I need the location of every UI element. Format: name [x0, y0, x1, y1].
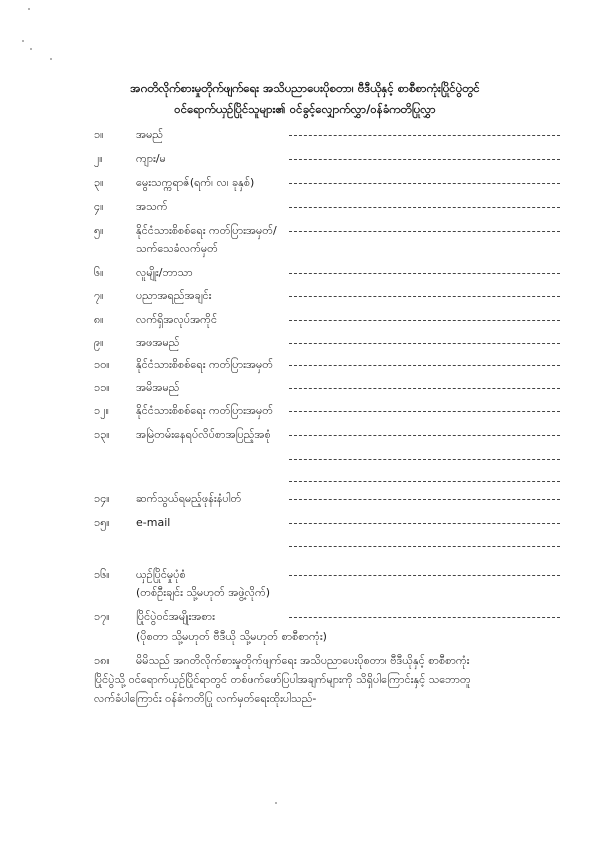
field-number: ၁၄။	[94, 492, 110, 505]
entry-line[interactable]	[289, 365, 560, 366]
entry-line[interactable]	[289, 617, 560, 618]
field-number: ၆။	[94, 266, 104, 279]
entry-line[interactable]	[289, 135, 560, 136]
field-father-name	[94, 334, 560, 354]
field-label: နိုင်ငံသားစိစစ်ရေး ကတ်ပြားအမှတ်	[136, 404, 273, 417]
declaration-line-2: ပြိုင်ပွဲသို့ ဝင်ရောက်ယှဉ်ပြိုင်ရာတွင် တစ်ဖက်ဖော်ပြပါအချက်များကို သိရှိပါကြောင်းနှင့် သဘောတူ	[94, 673, 471, 686]
field-entry-category	[94, 608, 560, 628]
field-label: ယှဉ်ပြိုင်မှုပုံစံ	[136, 568, 186, 581]
field-mother-nrc	[94, 402, 560, 422]
field-phone	[94, 490, 560, 510]
declaration-line-1: မိမိသည် အဂတိလိုက်စားမှုတိုက်ဖျက်ရေး အသိပညာပေးပိုစတာ၊ ဗီဒီယိုနှင့် စာစီစာကုံး	[136, 654, 470, 667]
scan-speck	[275, 802, 277, 804]
declaration-line-3: လက်ခံပါကြောင်း ဝန်ခံကတိပြု လက်မှတ်ရေးထိုးပါသည်-	[94, 692, 317, 705]
entry-line[interactable]	[289, 231, 560, 232]
field-number: ၁။	[94, 128, 104, 141]
field-number: ၈။	[94, 313, 104, 326]
scan-speck	[50, 58, 52, 60]
entry-line[interactable]	[289, 388, 560, 389]
field-label: အသက်	[136, 200, 168, 213]
field-number: ၂။	[94, 152, 103, 165]
field-name	[94, 126, 560, 146]
field-number: ၁၂။	[94, 404, 109, 417]
field-label: လက်ရှိအလုပ်အကိုင်	[136, 313, 218, 326]
field-number: ၉။	[94, 336, 104, 349]
field-label-continued: သက်သေခံလက်မှတ်	[136, 242, 218, 255]
field-label: e-mail	[136, 516, 171, 529]
field-number: ၁၃။	[94, 428, 110, 441]
field-label: လူမျိုး/ဘာသာ	[136, 266, 193, 279]
field-number: ၁၆။	[94, 568, 110, 581]
entry-line[interactable]	[289, 296, 560, 297]
entry-line[interactable]	[289, 273, 560, 274]
scan-speck	[22, 40, 24, 42]
entry-line[interactable]	[289, 523, 560, 524]
email-entry-line[interactable]	[289, 546, 560, 547]
field-number: ၅။	[94, 224, 104, 237]
field-label: အဖအမည်	[136, 336, 180, 349]
field-label: အမိအမည်	[136, 381, 180, 394]
field-number: ၁၈။	[94, 654, 110, 667]
entry-line[interactable]	[289, 575, 560, 576]
field-number: ၄။	[94, 200, 104, 213]
entry-line[interactable]	[289, 411, 560, 412]
field-competition-type	[94, 566, 560, 586]
field-age	[94, 198, 560, 218]
field-label-note: (ပိုစတာ သို့မဟုတ် ဗီဒီယို သို့မဟုတ် စာစီစာကုံး)	[136, 630, 327, 643]
field-label: ပညာအရည်အချင်း	[136, 289, 212, 302]
form-title-line-1: အဂတိလိုက်စားမှုတိုက်ဖျက်ရေး အသိပညာပေးပိုစတာ၊ ဗီဒီယိုနှင့် စာစီစာကုံးပြိုင်ပွဲတွင်	[130, 81, 480, 95]
field-label: နိုင်ငံသားစိစစ်ရေး ကတ်ပြားအမှတ်/	[136, 224, 277, 237]
address-entry-line[interactable]	[289, 481, 560, 482]
field-number: ၁၀။	[94, 358, 110, 371]
field-race-religion	[94, 264, 560, 284]
entry-line[interactable]	[289, 343, 560, 344]
field-gender	[94, 150, 560, 170]
entry-line[interactable]	[289, 207, 560, 208]
form-title-line-2: ဝင်ရောက်ယှဉ်ပြိုင်သူများ၏ ဝင်ခွင့်လျှောက်လွှာ/ဝန်ခံကတိပြုလွှာ	[174, 102, 436, 116]
field-label: နိုင်ငံသားစိစစ်ရေး ကတ်ပြားအမှတ်	[136, 358, 273, 371]
field-number: ၁၁။	[94, 381, 110, 394]
field-label: မွေးသက္ကရာဇ်(ရက်၊ လ၊ ခုနှစ်)	[136, 176, 255, 189]
field-number: ၃။	[94, 176, 104, 189]
field-permanent-address	[94, 426, 560, 446]
entry-line[interactable]	[289, 320, 560, 321]
field-email	[94, 514, 560, 534]
field-label: အမြဲတမ်းနေရပ်လိပ်စာအပြည့်အစုံ	[136, 428, 271, 441]
entry-line[interactable]	[289, 159, 560, 160]
field-number: ၇။	[94, 289, 104, 302]
field-label: အမည်	[136, 128, 164, 141]
field-label: ဆက်သွယ်ရမည့်ဖုန်းနံပါတ်	[136, 492, 242, 505]
scan-speck	[28, 8, 30, 10]
field-number: ၁၅။	[94, 516, 110, 529]
field-mother-name	[94, 379, 560, 399]
field-education	[94, 287, 560, 307]
field-number: ၁၇။	[94, 610, 110, 623]
field-label: ပြိုင်ပွဲဝင်အမျိုးအစား	[136, 610, 215, 623]
entry-line[interactable]	[289, 499, 560, 500]
field-date-of-birth	[94, 174, 560, 194]
field-nrc-number	[94, 222, 560, 242]
scan-speck	[30, 48, 32, 50]
declaration	[94, 652, 560, 712]
entry-line[interactable]	[289, 183, 560, 184]
field-father-nrc	[94, 356, 560, 376]
field-label: ကျား/မ	[136, 152, 166, 165]
field-label-note: (တစ်ဦးချင်း သို့မဟုတ် အဖွဲ့လိုက်)	[136, 586, 271, 599]
entry-line[interactable]	[289, 435, 560, 436]
field-occupation	[94, 311, 560, 331]
address-entry-line[interactable]	[289, 459, 560, 460]
